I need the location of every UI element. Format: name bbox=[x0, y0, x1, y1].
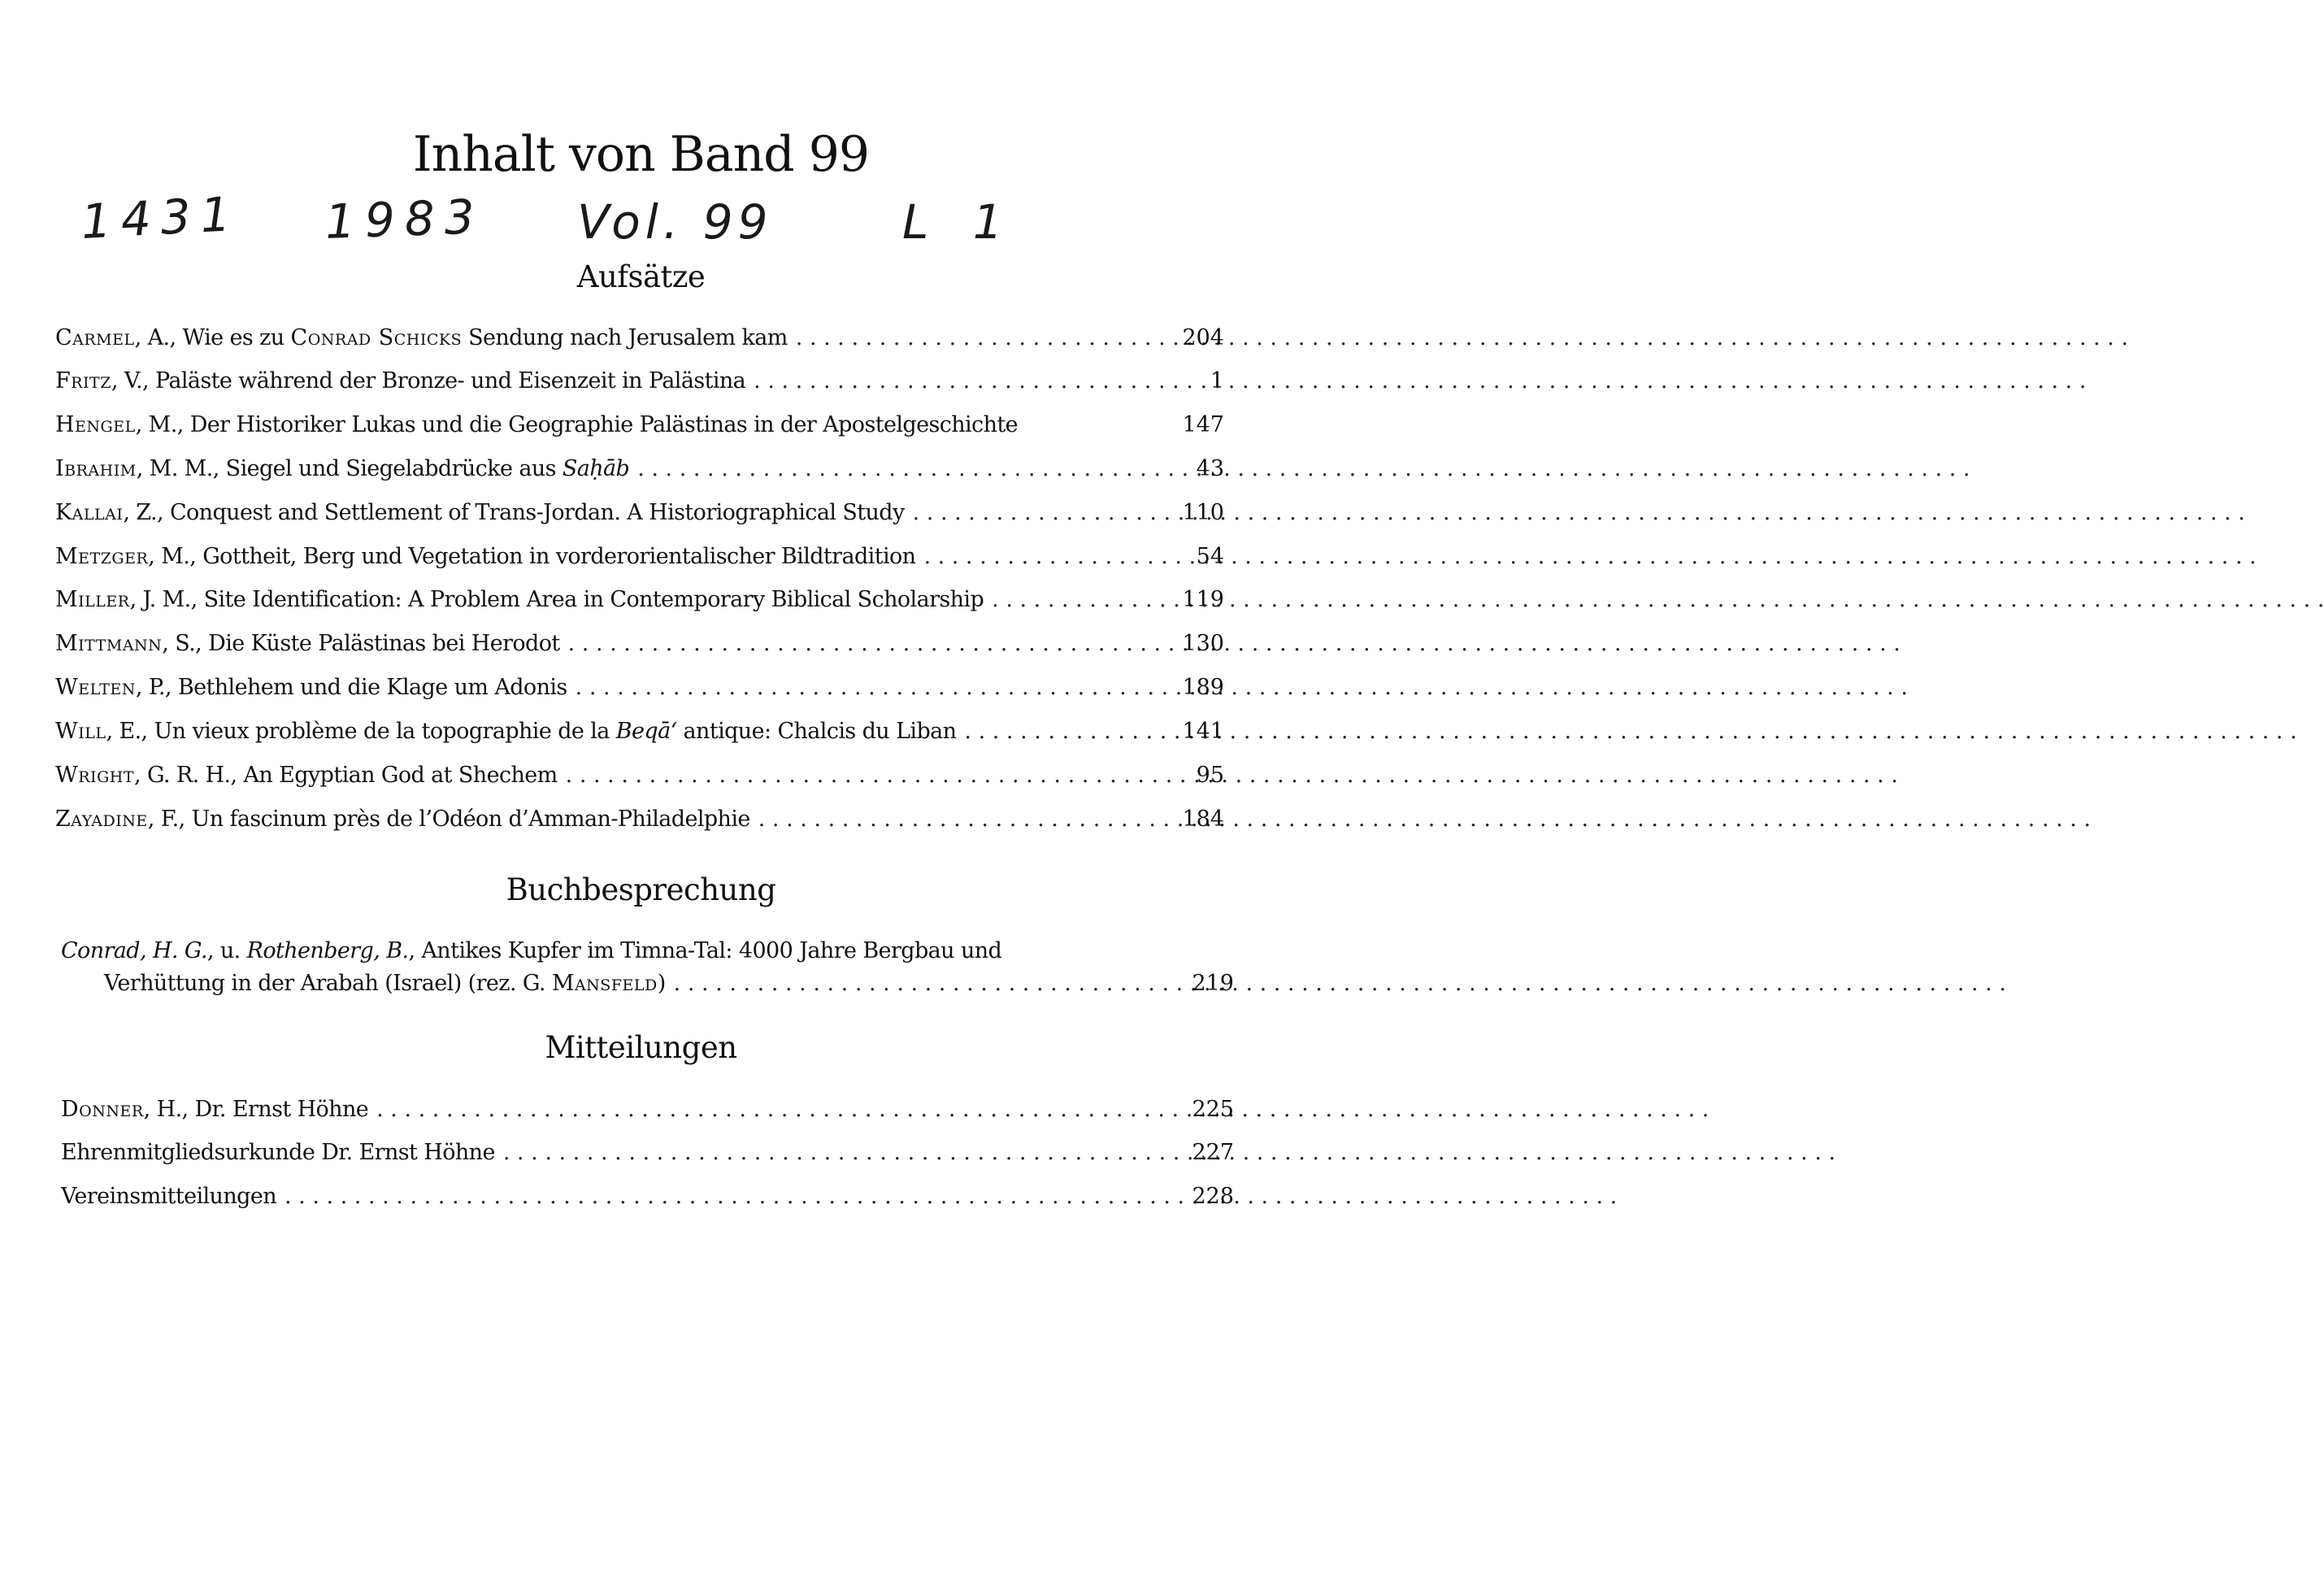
entry-page-number: 1 bbox=[1210, 368, 1224, 394]
dot-leader bbox=[905, 497, 2245, 529]
toc-entry: Carmel, A., Wie es zu Conrad Schicks Sendung nach Jerusalem kam . . . 204 bbox=[55, 322, 1224, 354]
entry-page-number: 227 bbox=[1192, 1140, 1234, 1165]
handwritten-location: L 1 bbox=[902, 194, 1018, 250]
entry-author: Carmel bbox=[55, 325, 135, 350]
entry-page-number: 110 bbox=[1182, 500, 1224, 525]
entry-page-number: 130 bbox=[1182, 631, 1224, 656]
entry-author: Mittmann bbox=[55, 631, 163, 656]
page-title: Inhalt von Band 99 bbox=[412, 126, 870, 183]
entry-page-number: 147 bbox=[1182, 412, 1224, 437]
entry-author: Hengel bbox=[55, 412, 136, 437]
entry-author: Fritz bbox=[55, 368, 111, 394]
entry-author: Kallai bbox=[55, 500, 124, 525]
entry-author: Ibrahim bbox=[55, 456, 137, 481]
dot-leader bbox=[276, 1180, 1617, 1213]
review-author-1: Conrad, H. G. bbox=[61, 938, 207, 963]
toc-entry: Ehrenmitgliedsurkunde Dr. Ernst Höhne . . . 227 bbox=[61, 1137, 1234, 1169]
toc-entry: Kallai, Z., Conquest and Settlement of Trans-Jordan. A Historiographical Study . . . 110 bbox=[55, 497, 1224, 529]
dot-leader bbox=[915, 541, 2256, 573]
entry-author: Wright bbox=[55, 763, 134, 788]
book-review-line-1: Conrad, H. G., u. Rothenberg, B., Antikes Kupfer im Timna-Tal: 4000 Jahre Bergbau und bbox=[61, 938, 1002, 963]
toc-entry: Wright, G. R. H., An Egyptian God at Shechem . . . 95 bbox=[55, 759, 1224, 792]
toc-entry: Metzger, M., Gottheit, Berg und Vegetation in vorderorientalischer Bildtradition . . . 54 bbox=[55, 541, 1224, 573]
entry-page-number: 228 bbox=[1192, 1184, 1234, 1209]
dot-leader bbox=[666, 967, 2006, 1000]
handwritten-accession-number: 1431 bbox=[80, 185, 242, 250]
entry-page-number: 219 bbox=[1192, 971, 1234, 996]
entry-page-number: 54 bbox=[1196, 544, 1224, 569]
handwritten-volume: Vol. 99 bbox=[577, 194, 773, 250]
handwritten-year: 1983 bbox=[324, 189, 485, 250]
dot-leader bbox=[629, 453, 1970, 485]
dot-leader bbox=[788, 322, 2128, 354]
toc-entry: Ibrahim, M. M., Siegel und Siegelabdrücke aus Saḥāb . . . 43 bbox=[55, 453, 1224, 485]
dot-leader bbox=[750, 803, 2091, 836]
toc-entry: Fritz, V., Paläste während der Bronze- und Eisenzeit in Palästina . . . 1 bbox=[55, 365, 1224, 398]
dot-leader bbox=[558, 759, 1898, 792]
toc-entry: Hengel, M., Der Historiker Lukas und die Geographie Palästinas in der Apostelgeschichte 147 bbox=[55, 409, 1224, 441]
entry-author: Zayadine bbox=[55, 807, 148, 832]
entry-page-number: 43 bbox=[1196, 456, 1224, 481]
entry-page-number: 225 bbox=[1192, 1097, 1234, 1122]
entry-author: Miller bbox=[55, 587, 130, 612]
entry-page-number: 95 bbox=[1196, 763, 1224, 788]
toc-entry: Zayadine, F., Un fascinum près de l’Odéon d’Amman-Philadelphie . . . 184 bbox=[55, 803, 1224, 836]
section-heading-aufsaetze: Aufsätze bbox=[576, 259, 706, 294]
toc-entry: Donner, H., Dr. Ernst Höhne . . . 225 bbox=[61, 1094, 1234, 1126]
toc-entry: Will, E., Un vieux problème de la topographie de la Beqā‘ antique: Chalcis du Liban . . . 141 bbox=[55, 715, 1224, 748]
entry-author: Metzger bbox=[55, 544, 149, 569]
dot-leader bbox=[368, 1094, 1709, 1126]
entry-page-number: 141 bbox=[1182, 719, 1224, 744]
entry-page-number: 184 bbox=[1182, 807, 1224, 832]
toc-entry: Verhüttung in der Arabah (Israel) (rez. G. Mansfeld) . . . 219 bbox=[104, 967, 1234, 1000]
dot-leader bbox=[745, 365, 2086, 398]
entry-page-number: 189 bbox=[1182, 675, 1224, 700]
toc-entry: Miller, J. M., Site Identification: A Problem Area in Contemporary Biblical Scholarship . . . 119 bbox=[55, 584, 1224, 616]
entry-page-number: 119 bbox=[1182, 587, 1224, 612]
dot-leader bbox=[560, 628, 1900, 660]
review-author-2: Rothenberg, B. bbox=[246, 938, 409, 963]
dot-leader bbox=[567, 672, 1908, 704]
toc-entry: Vereinsmitteilungen . . . 228 bbox=[61, 1180, 1234, 1213]
entry-author: Will bbox=[55, 719, 106, 744]
entry-page-number: 204 bbox=[1182, 325, 1224, 350]
reviewer-name: Mansfeld bbox=[551, 971, 658, 996]
entry-author: Donner bbox=[61, 1097, 144, 1122]
entry-author: Welten bbox=[55, 675, 136, 700]
toc-entry: Mittmann, S., Die Küste Palästinas bei Herodot . . . 130 bbox=[55, 628, 1224, 660]
section-heading-mitteilungen: Mitteilungen bbox=[545, 1030, 737, 1065]
toc-entry: Welten, P., Bethlehem und die Klage um Adonis . . . 189 bbox=[55, 672, 1224, 704]
section-heading-buchbesprechung: Buchbesprechung bbox=[506, 872, 776, 907]
